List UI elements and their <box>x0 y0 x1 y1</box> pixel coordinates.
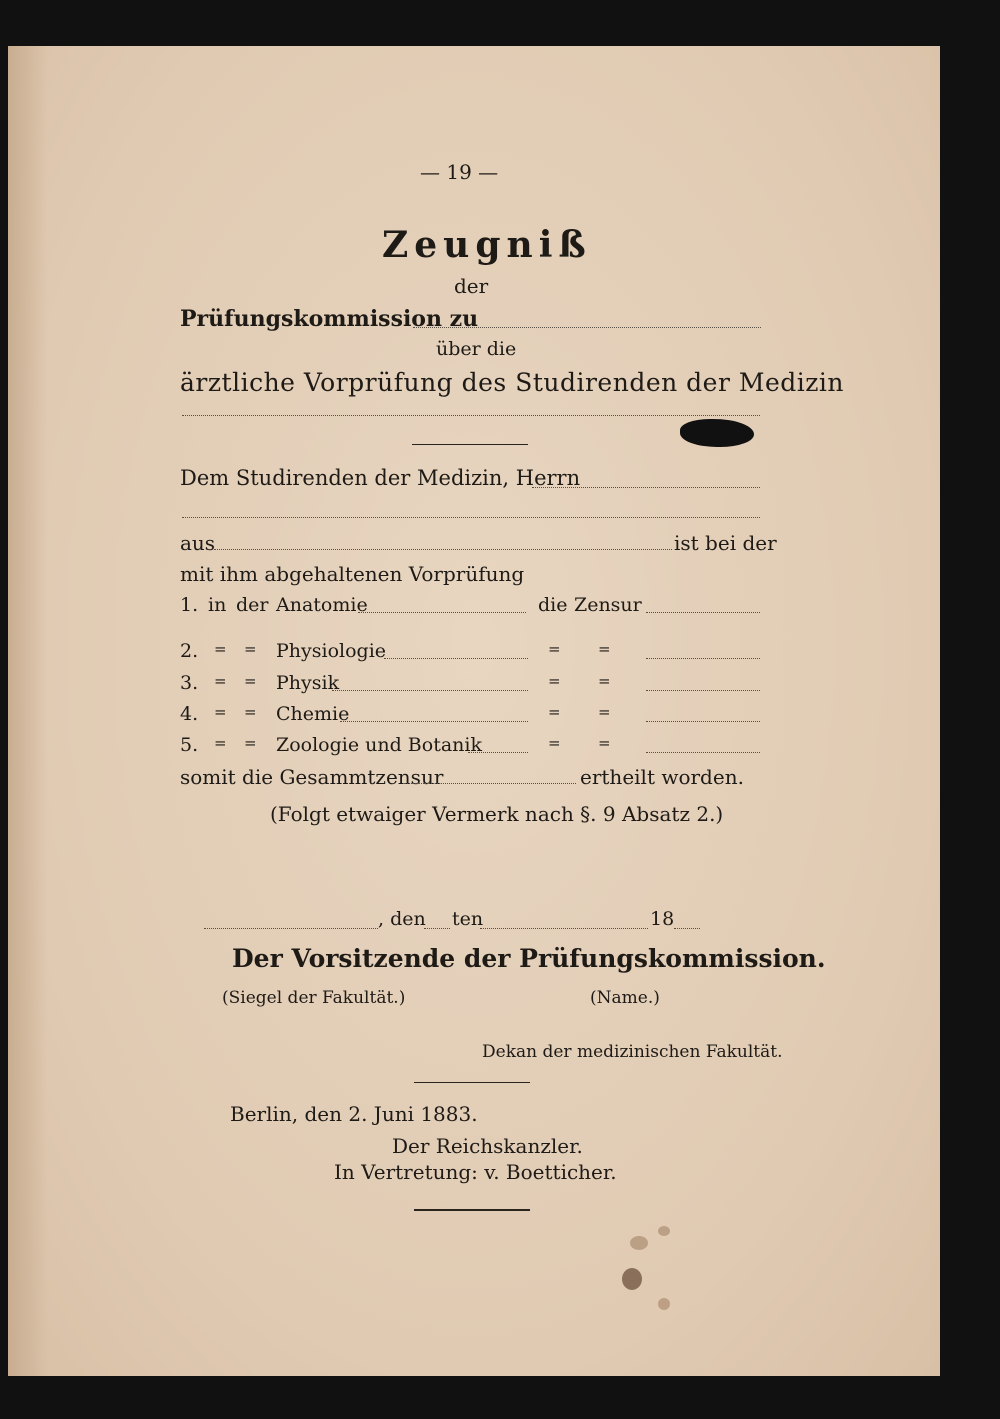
grade-label-1: = <box>548 640 561 658</box>
siegel-label: (Siegel der Fakultät.) <box>222 988 406 1008</box>
grade-label-2: Zensur <box>574 594 642 616</box>
separator-rule <box>412 444 528 445</box>
grade-label-2: = <box>598 672 611 690</box>
document-title: Zeugniß <box>382 224 592 266</box>
berlin-date: Berlin, den 2. Juni 1883. <box>230 1102 478 1126</box>
day-fill-line <box>424 928 450 929</box>
commission-label: Prüfungskommission zu <box>180 306 479 332</box>
grade-fill-line <box>646 612 760 613</box>
subject-number: 3. <box>180 672 199 694</box>
grade-label-1: = <box>548 703 561 721</box>
subject-fill-line <box>384 658 528 659</box>
grade-label-2: = <box>598 703 611 721</box>
subject-fill-line <box>468 752 528 753</box>
subject-fill-line <box>340 721 528 722</box>
page-spine-shadow <box>8 46 48 1376</box>
reichskanzler: Der Reichskanzler. <box>392 1134 583 1158</box>
subject-name: Zoologie und Botanik <box>276 734 482 756</box>
subject-name: Anatomie <box>276 594 368 616</box>
name-label: (Name.) <box>590 988 660 1008</box>
name-fill-line <box>182 517 760 518</box>
aus-fill-line <box>214 549 672 550</box>
paper-stain <box>658 1226 670 1236</box>
paper-stain <box>622 1268 642 1290</box>
erteilt-line: ertheilt worden. <box>580 765 744 789</box>
vorsitzende-heading: Der Vorsitzende der Prüfungskommission. <box>232 944 826 973</box>
closing-rule <box>414 1209 530 1211</box>
subject-number: 2. <box>180 640 199 662</box>
somit-line: somit die Gesammtzensur <box>180 765 444 789</box>
subject-fill-line <box>332 690 528 691</box>
subject-prefix-1: = <box>214 703 227 721</box>
date-den: , den <box>378 908 426 930</box>
dekan-label: Dekan der medizinischen Fakultät. <box>482 1042 783 1062</box>
subject-fill-line <box>358 612 526 613</box>
subject-prefix-2: = <box>244 703 257 721</box>
document-page <box>8 46 940 1376</box>
grade-label-1: = <box>548 672 561 690</box>
aus-label: aus <box>180 531 216 555</box>
exam-title: ärztliche Vorprüfung des Studirenden der Medizin <box>180 368 845 397</box>
exam-fill-line <box>182 415 760 416</box>
month-fill-line <box>480 928 648 929</box>
subject-prefix-2: = <box>244 640 257 658</box>
date-year: 18 <box>650 908 675 930</box>
subject-prefix-1: in <box>208 594 227 616</box>
place-fill-line <box>204 928 378 929</box>
year-fill-line <box>674 928 700 929</box>
subject-number: 4. <box>180 703 199 725</box>
grade-label-2: = <box>598 734 611 752</box>
commission-fill-line <box>413 327 761 328</box>
subject-prefix-1: = <box>214 672 227 690</box>
dem-line: Dem Studirenden der Medizin, Herrn <box>180 466 581 490</box>
grade-label-2: = <box>598 640 611 658</box>
page-number: — 19 — <box>420 160 499 184</box>
date-ten: ten <box>452 908 484 930</box>
subtitle-der: der <box>454 274 489 298</box>
grade-fill-line <box>646 658 760 659</box>
subject-prefix-2: = <box>244 734 257 752</box>
vermerk-note: (Folgt etwaiger Vermerk nach §. 9 Absatz 2.) <box>270 802 724 826</box>
subject-prefix-1: = <box>214 734 227 752</box>
herrn-fill-line <box>532 487 760 488</box>
vertretung-signature: In Vertretung: v. Boetticher. <box>334 1160 617 1184</box>
paper-stain <box>658 1298 670 1310</box>
subject-name: Physiologie <box>276 640 387 662</box>
subject-prefix-2: = <box>244 672 257 690</box>
subject-number: 1. <box>180 594 199 616</box>
ist-bei-der: ist bei der <box>674 531 777 555</box>
ink-blot <box>680 419 754 447</box>
subject-number: 5. <box>180 734 199 756</box>
subject-prefix-2: der <box>236 594 269 616</box>
gesamt-fill-line <box>404 783 576 784</box>
grade-label-1: die <box>538 594 568 616</box>
grade-label-1: = <box>548 734 561 752</box>
grade-fill-line <box>646 752 760 753</box>
subject-prefix-1: = <box>214 640 227 658</box>
grade-fill-line <box>646 690 760 691</box>
subject-name: Chemie <box>276 703 350 725</box>
abgehalten-line: mit ihm abgehaltenen Vorprüfung <box>180 562 525 586</box>
grade-fill-line <box>646 721 760 722</box>
subject-name: Physik <box>276 672 340 694</box>
separator-rule-2 <box>414 1082 530 1083</box>
ueber-die: über die <box>436 338 517 360</box>
paper-stain <box>630 1236 648 1250</box>
